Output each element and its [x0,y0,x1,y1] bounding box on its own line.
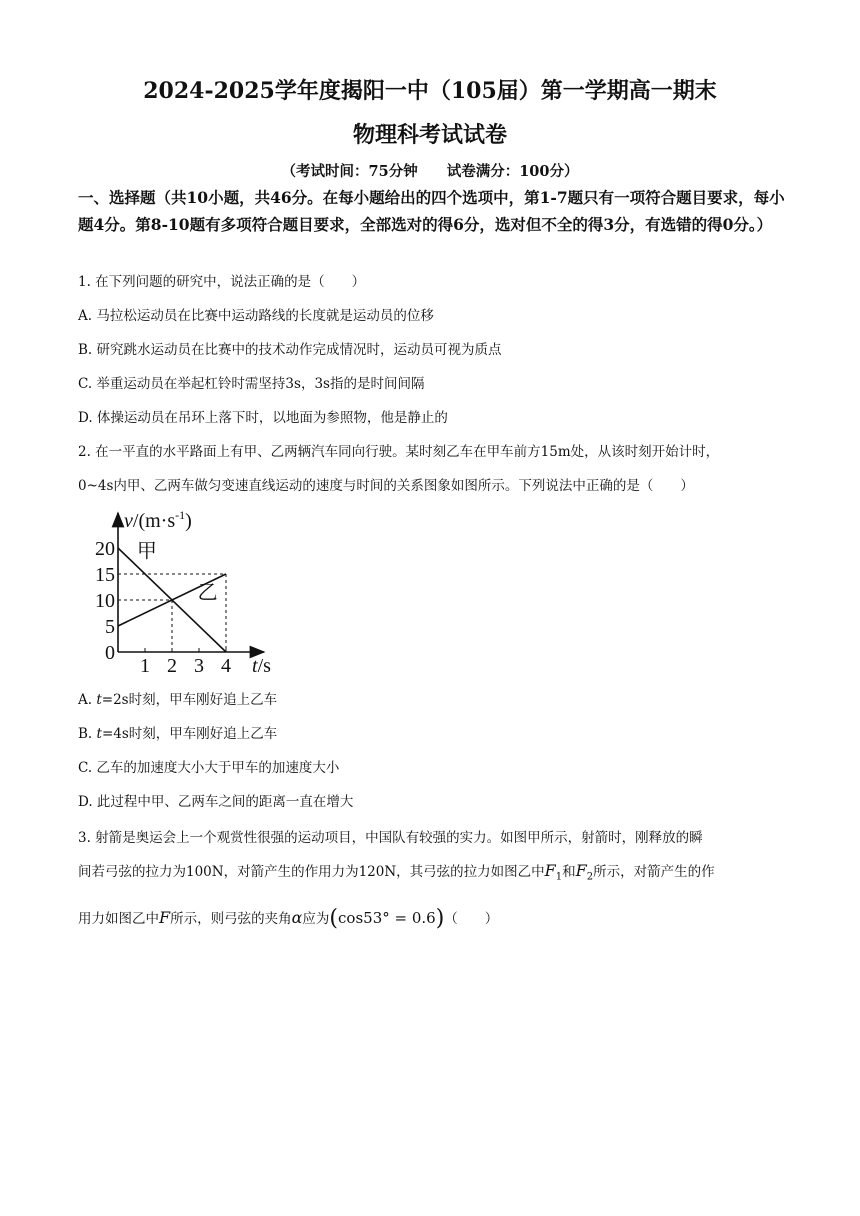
x-tick-label-0: 1 [140,655,150,677]
q2-option-c: C. 乙车的加速度大小大于甲车的加速度大小 [78,760,340,776]
vt-chart [78,505,298,685]
q1-option-d: D. 体操运动员在吊环上落下时，以地面为参照物，他是静止的 [78,410,448,426]
y-tick-label-0: 0 [105,642,115,664]
q1-option-a: A. 马拉松运动员在比赛中运动路线的长度就是运动员的位移 [78,308,434,324]
exam-title-line1: 2024-2025学年度揭阳一中（105届）第一学期高一期末 [143,78,717,104]
y-tick-label-1: 5 [105,616,115,638]
y-tick-label-2: 10 [95,590,115,612]
x-tick-label-2: 3 [194,655,204,677]
q3-line1: 3. 射箭是奥运会上一个观赏性很强的运动项目，中国队有较强的实力。如图甲所示，射箭时，刚释放的瞬 [78,830,703,846]
x-tick-label-1: 2 [167,655,177,677]
series-label-0: 甲 [136,540,157,563]
q2-stem-line1: 2. 在一平直的水平路面上有甲、乙两辆汽车同向行驶。某时刻乙车在甲车前方15m处，从该时刻开始计时， [78,444,720,460]
series-label-1: 乙 [197,581,218,604]
q1-stem: 1. 在下列问题的研究中，说法正确的是（ ） [78,274,366,290]
y-tick-label-3: 15 [95,564,115,586]
y-tick-label-4: 20 [95,538,115,560]
q1-option-b: B. 研究跳水运动员在比赛中的技术动作完成情况时，运动员可视为质点 [78,342,502,358]
exam-info: （考试时间：75分钟 试卷满分：100分） [281,163,579,180]
q3-line2: 间若弓弦的拉力为100N，对箭产生的作用力为120N，其弓弦的拉力如图乙中$F_1$和$F_2$所示，对箭产生的作 [78,861,715,883]
q3-formula: cos53° = 0.6 [338,909,436,927]
exam-title-line2: 物理科考试试卷 [352,122,507,148]
q2-option-d: D. 此过程中甲、乙两车之间的距离一直在增大 [78,794,354,810]
q2-option-b: B. t=4s时刻，甲车刚好追上乙车 [78,726,278,742]
q1-option-c: C. 举重运动员在举起杠铃时需坚持3s，3s指的是时间间隔 [78,376,425,392]
y-axis-label: $v/(m\cdot s^{-1})$ [124,508,192,532]
x-axis-label: t/s [252,655,271,677]
x-tick-label-3: 4 [221,655,231,677]
q2-stem-line2: 0~4s内甲、乙两车做匀变速直线运动的速度与时间的关系图象如图所示。下列说法中正确的是（ ） [78,478,694,494]
q2-option-a: A. t=2s时刻，甲车刚好追上乙车 [78,692,278,708]
section-heading: 一、选择题（共10小题，共46分。在每小题给出的四个选项中，第1-7题只有一项符合题目要求，每小题4分。第8-10题有多项符合题目要求，全部选对的得6分，选对但不全的得3分，有选错的得0分。） [78,188,785,234]
q3-line3: 用力如图乙中F所示，则弓弦的夹角α应为(cos53° = 0.6)（ ） [78,906,499,931]
